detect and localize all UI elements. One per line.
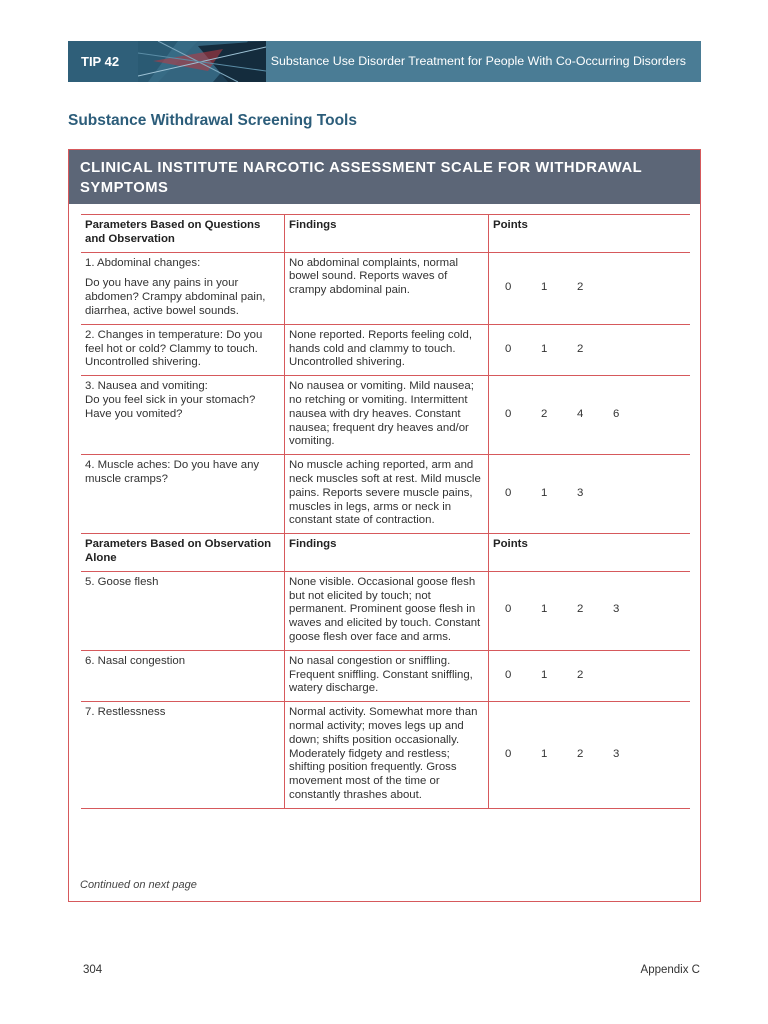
table-row	[81, 324, 690, 375]
findings-text: None reported. Reports feeling cold, hands cold and clammy to touch. Uncontrolled shivering.	[285, 324, 489, 375]
section-title: Substance Withdrawal Screening Tools	[68, 112, 357, 129]
findings-text: No nausea or vomiting. Mild nausea; no retching or vomiting. Intermittent nausea with dry heaves. Constant nausea; frequent dry heaves and/or vomiting.	[285, 376, 489, 455]
findings-text: No abdominal complaints, normal bowel sound. Reports waves of crampy abdominal pain.	[285, 252, 489, 324]
continued-note: Continued on next page	[80, 879, 197, 891]
table-row	[81, 702, 690, 809]
header-points: Points	[489, 215, 691, 253]
parameter-label: 3. Nausea and vomiting:	[85, 380, 208, 393]
points-cell: 0 1 2 3	[489, 702, 691, 809]
points-cell: 0 1 3	[489, 455, 691, 534]
header-parameters: Parameters Based on Questions and Observation	[81, 215, 285, 253]
findings-text: None visible. Occasional goose flesh but not elicited by touch; not permanent. Prominent goose flesh in waves and elicited by touch. Constant goose flesh over face and arms.	[285, 571, 489, 650]
points-cell: 0 1 2 3	[489, 571, 691, 650]
header-parameters: Parameters Based on Observation Alone	[81, 534, 285, 572]
table-header-row	[81, 215, 690, 253]
table-row	[81, 455, 690, 534]
points-cell: 0 2 4 6	[489, 376, 691, 455]
header-title: Substance Use Disorder Treatment for People With Co-Occurring Disorders	[270, 54, 686, 68]
parameter-label: 2. Changes in temperature: Do you feel hot or cold? Clammy to touch. Uncontrolled shivering.	[81, 324, 285, 375]
parameter-label: 1. Abdominal changes:	[85, 256, 201, 269]
points-cell: 0 1 2	[489, 324, 691, 375]
parameter-question: Do you have any pains in your abdomen? Crampy abdominal pain, diarrhea, active bowel sounds.	[85, 277, 266, 317]
header-points: Points	[489, 534, 691, 572]
parameter-label: 4. Muscle aches: Do you have any muscle cramps?	[81, 455, 285, 534]
header-banner	[68, 41, 701, 82]
parameter-label: 7. Restlessness	[81, 702, 285, 809]
findings-text: No muscle aching reported, arm and neck muscles soft at rest. Mild muscle pains. Reports severe muscle pains, muscles in legs, arms or neck in constant state of contraction.	[285, 455, 489, 534]
scale-title: CLINICAL INSTITUTE NARCOTIC ASSESSMENT SCALE FOR WITHDRAWAL SYMPTOMS	[69, 150, 700, 204]
assessment-table	[81, 214, 690, 809]
appendix-label: Appendix C	[640, 964, 700, 976]
parameter-label: 5. Goose flesh	[81, 571, 285, 650]
header-findings: Findings	[285, 215, 489, 253]
findings-text: Normal activity. Somewhat more than normal activity; moves legs up and down; shifts position occasionally. Moderately fidgety and restless; shifting position frequently. Gross movement most of the time or constantly thrashes about.	[285, 702, 489, 809]
table-row	[81, 571, 690, 650]
table-row	[81, 376, 690, 455]
page-number: 304	[83, 964, 103, 976]
points-cell: 0 1 2	[489, 252, 691, 324]
tip-label: TIP 42	[68, 41, 138, 82]
parameter-question: Do you feel sick in your stomach? Have you vomited?	[85, 393, 256, 420]
header-findings: Findings	[285, 534, 489, 572]
points-cell: 0 1 2	[489, 650, 691, 701]
table-header-row	[81, 534, 690, 572]
decorative-artwork	[138, 41, 266, 82]
parameter-label: 6. Nasal congestion	[81, 650, 285, 701]
table-row	[81, 252, 690, 324]
scale-box	[68, 149, 701, 902]
table-row	[81, 650, 690, 701]
findings-text: No nasal congestion or sniffling. Frequent sniffling. Constant sniffling, watery discharge.	[285, 650, 489, 701]
